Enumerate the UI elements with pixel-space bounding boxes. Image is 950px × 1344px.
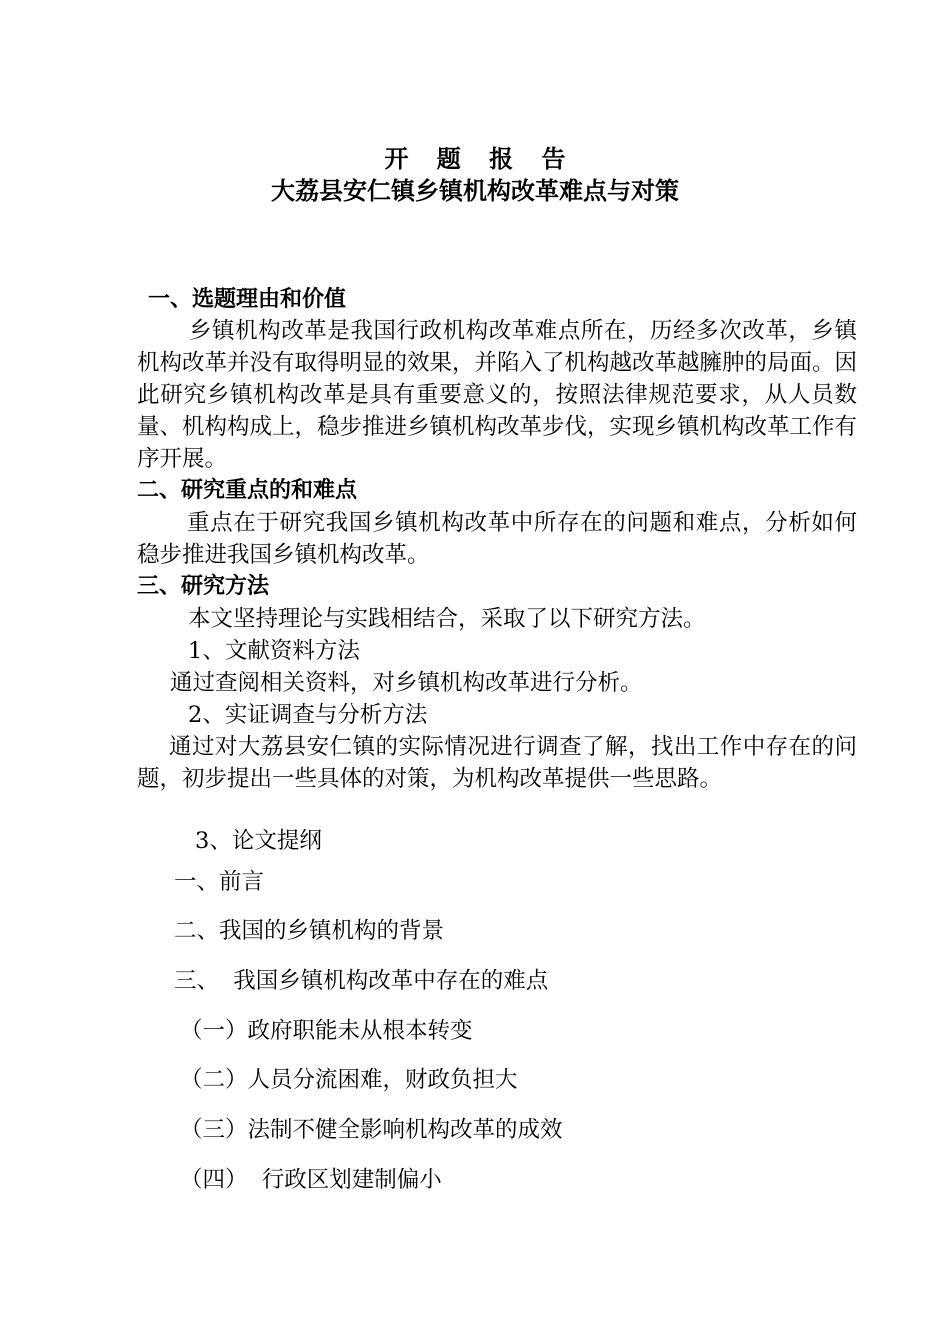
- section1-body: 乡镇机构改革是我国行政机构改革难点所在，历经多次改革，乡镇机构改革并没有取得明显的效果，并陷入了机构越改革越臃肿的局面。因此研究乡镇机构改革是具有重要意义的，按照法律规范要求，从人员数量、机构构成上，稳步推进乡镇机构改革步伐，实现乡镇机构改革工作有序开展。: [137, 318, 858, 472]
- outline-item-3: 三、 我国乡镇机构改革中存在的难点: [174, 968, 549, 994]
- outline-item-5: （二）人员分流困难，财政负担大: [180, 1067, 518, 1093]
- outline-item-2: 二、我国的乡镇机构的背景: [174, 918, 445, 944]
- section3-heading: 三、研究方法: [137, 573, 270, 599]
- outline-item-6: （三）法制不健全影响机构改革的成效: [180, 1117, 563, 1143]
- method2-title: 2、实证调查与分析方法: [188, 702, 428, 728]
- method1-body: 通过查阅相关资料，对乡镇机构改革进行分析。: [170, 670, 643, 696]
- outline-item-7: （四） 行政区划建制偏小: [180, 1167, 442, 1193]
- method2-body: 通过对大荔县安仁镇的实际情况进行调查了解，找出工作中存在的问题，初步提出一些具体的对策，为机构改革提供一些思路。: [137, 734, 857, 792]
- section2-body: 重点在于研究我国乡镇机构改革中所存在的问题和难点，分析如何稳步推进我国乡镇机构改革。: [137, 510, 857, 568]
- outline-item-1: 一、前言: [174, 869, 265, 895]
- method3-title: 3、论文提纲: [195, 828, 322, 854]
- document-subtitle: 大荔县安仁镇乡镇机构改革难点与对策: [271, 176, 679, 205]
- section2-heading: 二、研究重点的和难点: [137, 477, 358, 503]
- section3-intro: 本文坚持理论与实践相结合，采取了以下研究方法。: [188, 606, 706, 632]
- section1-heading: 一、选题理由和价值: [148, 286, 347, 312]
- method1-title: 1、文献资料方法: [188, 638, 360, 664]
- outline-item-4: （一）政府职能未从根本转变: [180, 1018, 473, 1044]
- document-title: 开 题 报 告: [384, 144, 576, 173]
